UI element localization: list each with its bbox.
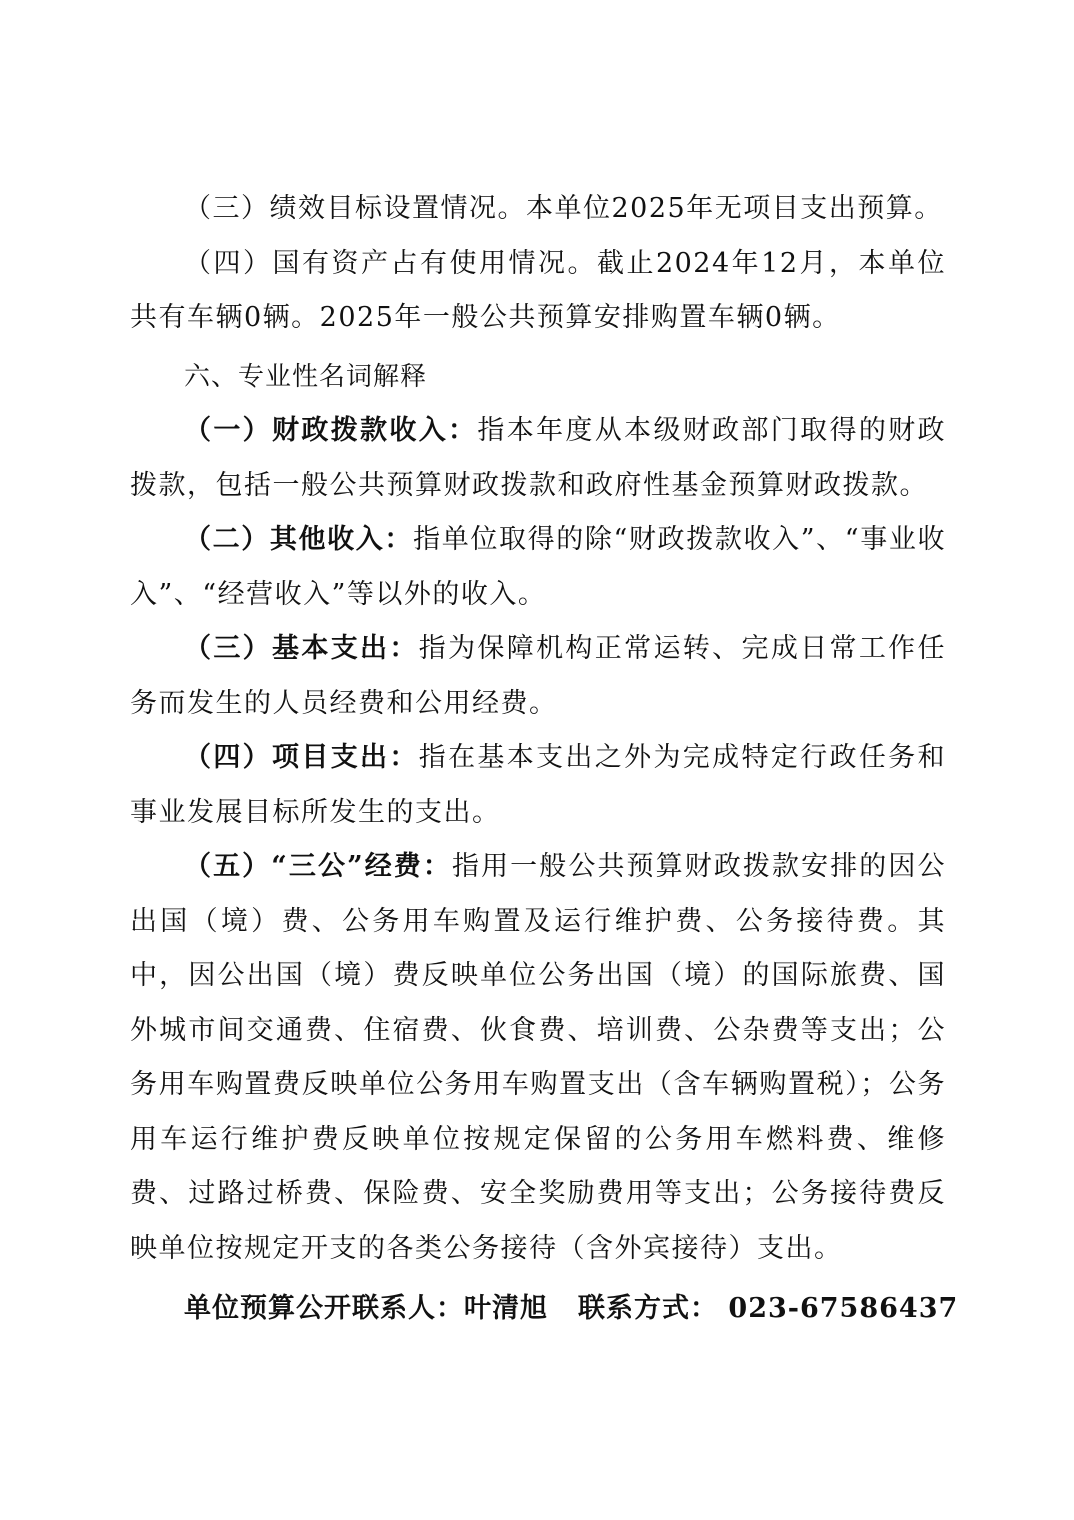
term-text: 指为保障机构正常运转、完成日常工作任务而发生的人员经费和公用经费。	[130, 633, 947, 719]
term-definition	[130, 513, 946, 622]
term-label: （一）财政拨款收入：	[184, 415, 478, 446]
term-text: 指用一般公共预算财政拨款安排的因公出国（境）费、公务用车购置及运行维护费、公务接待费。其中，因公出国（境）费反映单位公务出国（境）的国际旅费、国外城市间交通费、住宿费、伙食费、培训费、公杂费等支出；公务用车购置费反映单位公务用车购置支出（含车辆购置税）；公务用车运行维护费反映单位按规定保留的公务用车燃料费、维修费、过路过桥费、保险费、安全奖励费用等支出；公务接待费反映单位按规定开支的各类公务接待（含外宾接待）支出。	[130, 851, 946, 1264]
term-definition	[130, 840, 946, 1276]
term-definition	[130, 731, 946, 840]
term-text: 指在基本支出之外为完成特定行政任务和事业发展目标所发生的支出。	[130, 742, 947, 828]
contact-person-label: 单位预算公开联系人：	[184, 1293, 464, 1324]
section-heading: 六、专业性名词解释	[184, 361, 428, 392]
contact-person-name: 叶清旭	[464, 1293, 548, 1324]
term-label: （二）其他收入：	[184, 524, 414, 555]
state-assets-paragraph: （四）国有资产占有使用情况。截止2024年12月，本单位共有车辆0辆。2025年一般公共预算安排购置车辆0辆。	[130, 247, 946, 333]
term-text: 指本年度从本级财政部门取得的财政拨款，包括一般公共预算财政拨款和政府性基金预算财政拨款。	[130, 415, 947, 501]
term-label: （三）基本支出：	[184, 633, 419, 664]
term-label: （五）“三公”经费：	[184, 851, 452, 882]
term-text: 指单位取得的除“财政拨款收入”、“事业收入”、“经营收入”等以外的收入。	[130, 524, 946, 610]
performance-goals-paragraph: （三）绩效目标设置情况。本单位2025年无项目支出预算。	[184, 193, 943, 224]
contact-phone: 023-67586437	[728, 1293, 959, 1324]
term-definition	[130, 404, 946, 513]
term-label: （四）项目支出：	[184, 742, 419, 773]
contact-method-label: 联系方式：	[578, 1293, 718, 1324]
term-definition	[130, 622, 946, 731]
contact-line	[130, 1282, 959, 1337]
document-body	[130, 182, 959, 1364]
